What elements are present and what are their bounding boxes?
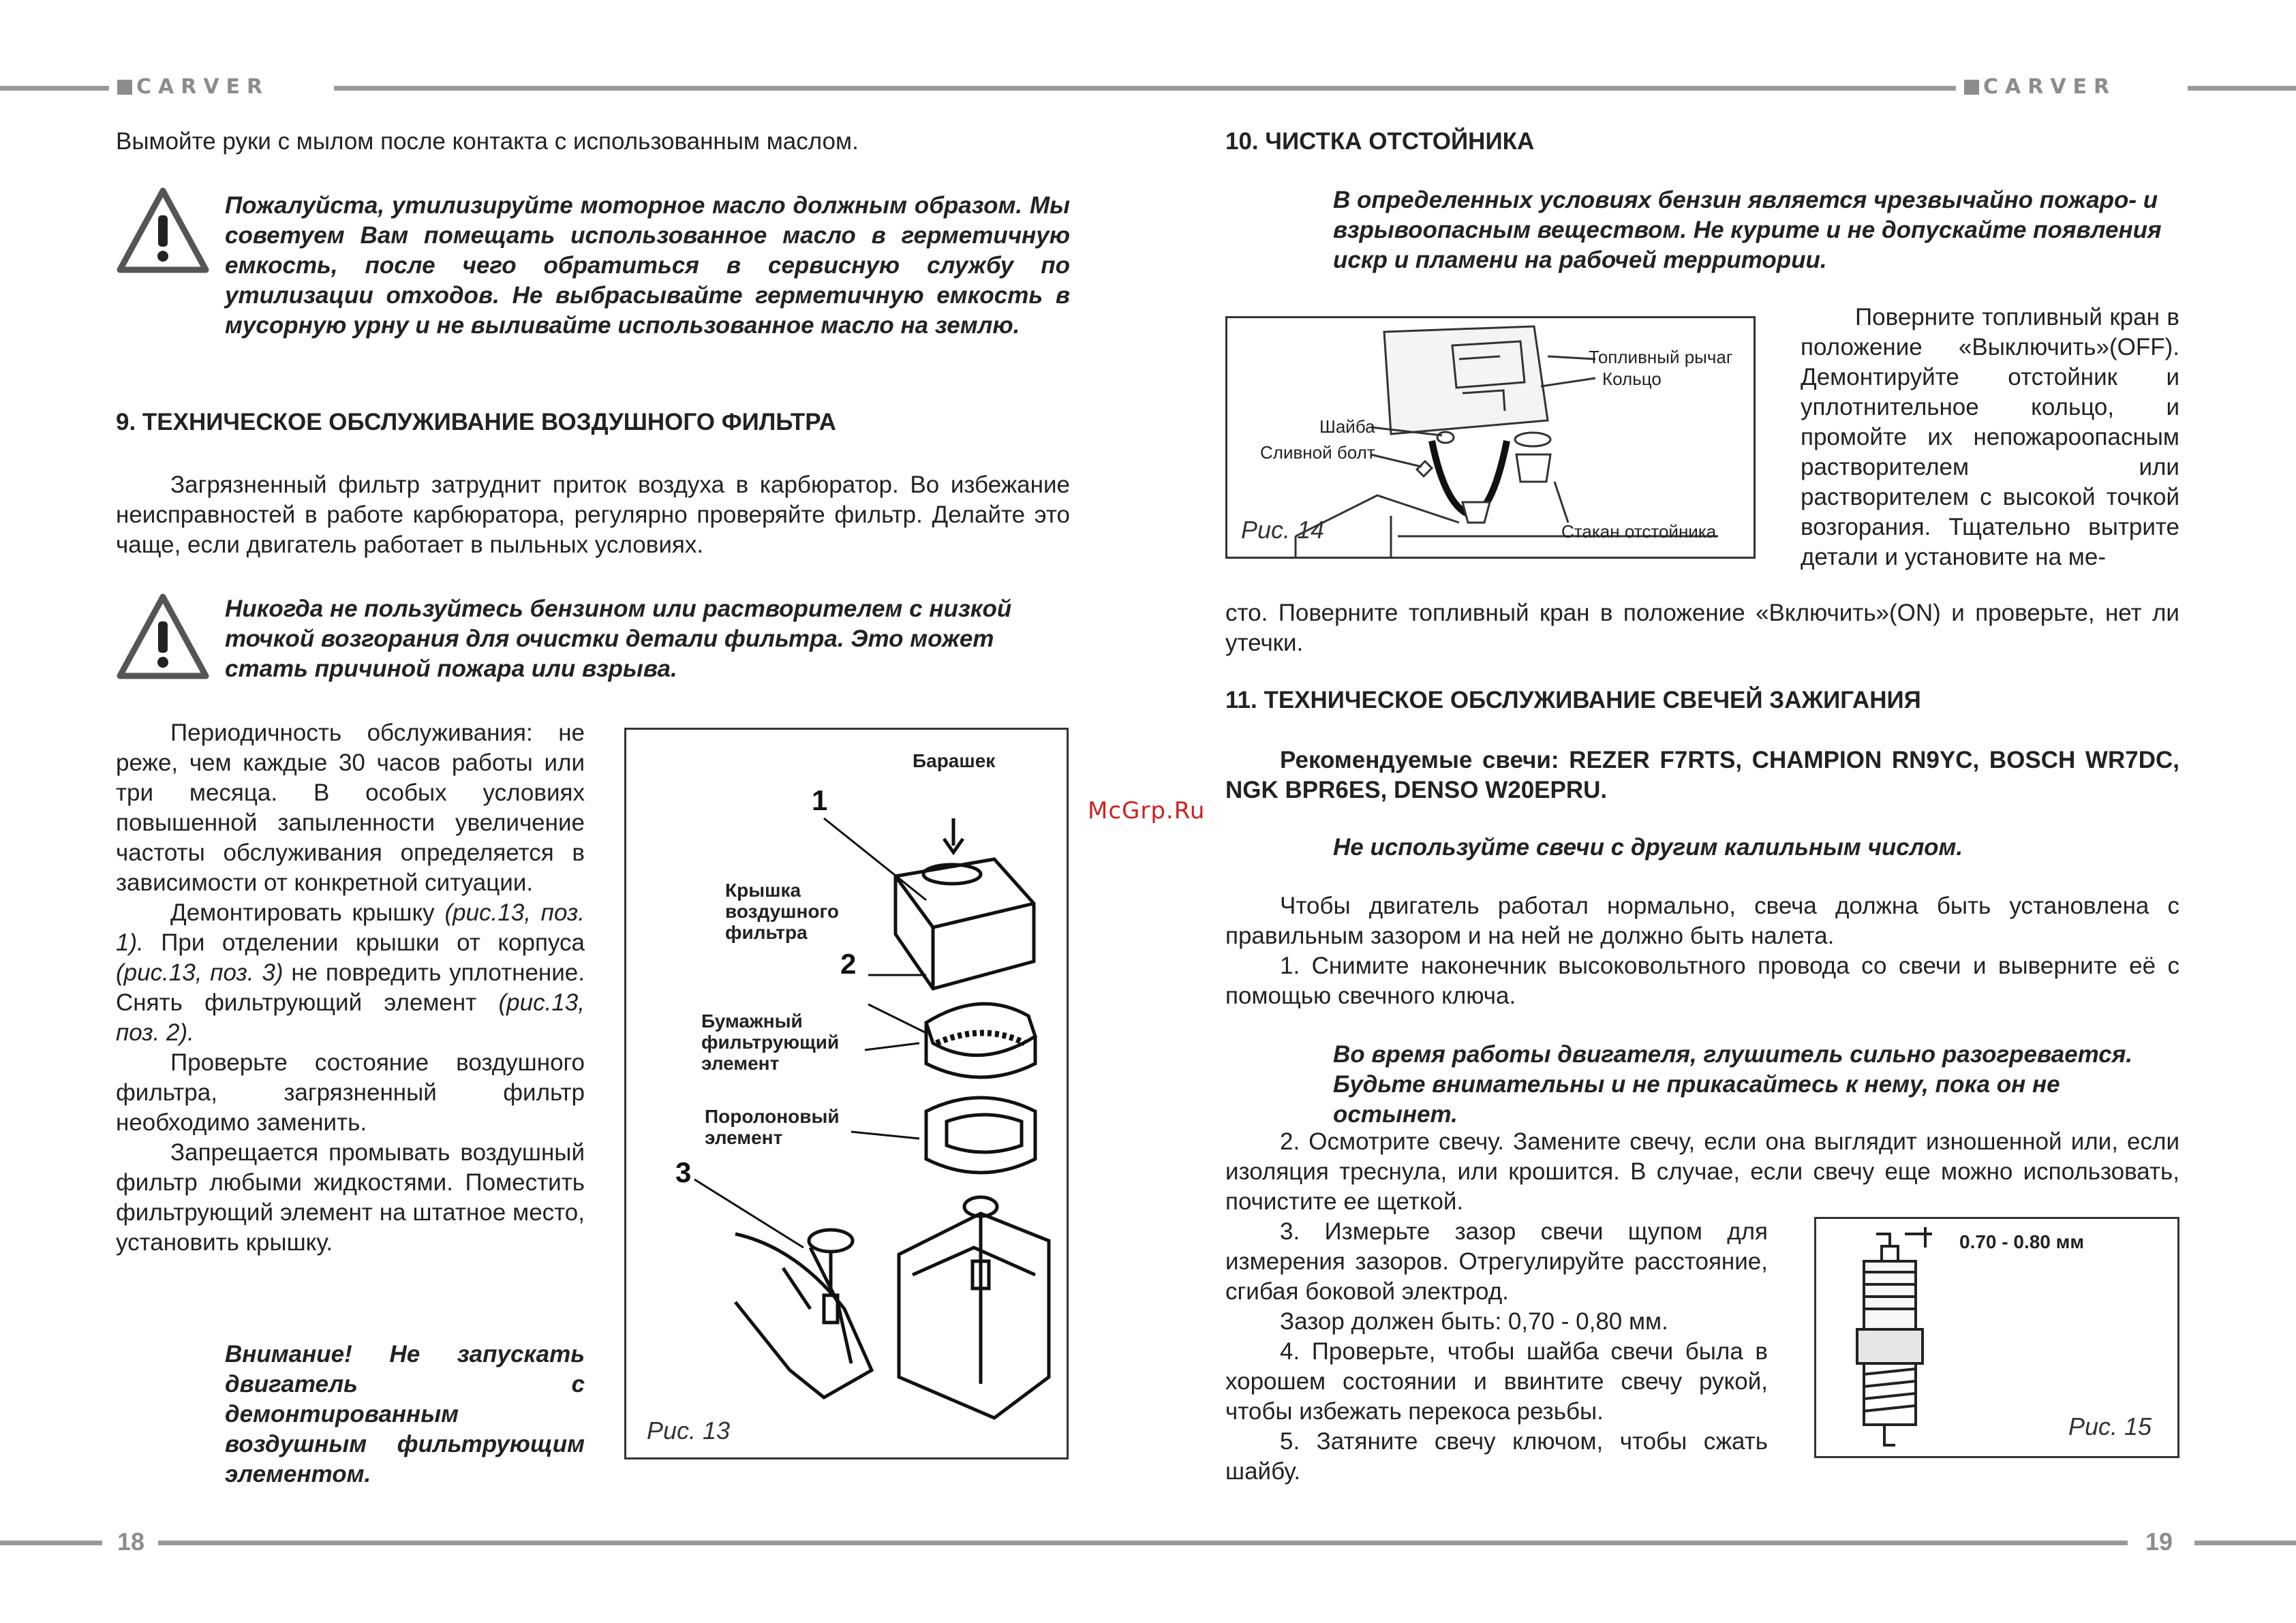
header-rule-center	[334, 86, 1956, 91]
fig-ref-1: (рис.13, поз. 1).	[116, 899, 585, 956]
watermark: McGrp.Ru	[1088, 797, 1206, 824]
footer-rule-center	[158, 1541, 2128, 1545]
muffler-warning-line1: Во время работы двигателя, глушитель сильно разогревается.	[1333, 1041, 2133, 1068]
sediment-side-paragraph: Поверните топливный кран в положение «Выключить»(OFF). Демонтируйте отстойник и уплотнительное кольцо, и промойте их непожароопасным растворителем или растворителем с высокой точкой возгорания. Тщательно вытрите детали и установите на ме-	[1801, 304, 2179, 570]
section11	[1225, 685, 2179, 715]
muffler-warning	[1333, 1040, 2179, 1130]
step-2: 2. Осмотрите свечу. Замените свечу, если она выглядит изношенной или, если изоляция треснула, или крошится. В случае, если свечу еще можно использовать, почистите ее щеткой.	[1225, 1128, 2179, 1215]
air-filter-illustration	[626, 730, 1067, 1457]
left-intro	[116, 127, 1070, 157]
label-ring: Кольцо	[1602, 369, 1662, 389]
label-sediment-cup: Стакан отстойника	[1561, 521, 1717, 542]
logo-mark-icon	[1964, 80, 1979, 95]
brand-text-left: CARVER	[136, 75, 270, 99]
period-paragraph: Периодичность обслуживания: не реже, чем каждые 30 часов работы или три месяца. В особых условиях повышенной запыленности увеличение частоты обслуживания определяется в зависимости от конкретной ситуации.	[116, 720, 585, 896]
remove-text-a: Демонтировать крышку	[170, 899, 445, 926]
warning-fuel: В определенных условиях бензин является чрезвычайно пожаро- и взрывоопасным веществом. Не курите и не допускайте появления искр и пламени на рабочей территории.	[1333, 187, 2162, 273]
forbid-wash-paragraph: Запрещается промывать воздушный фильтр любыми жидкостями. Поместить фильтрующий элемент на штатное место, установить крышку.	[116, 1139, 585, 1256]
muffler-warning-line2: Будьте внимательны и не прикасайтесь к нему, пока он не остынет.	[1333, 1071, 2060, 1128]
step-4: 4. Проверьте, чтобы шайба свечи была в хорошем состоянии и ввинтите свечу рукой, чтобы избежать перекоса резьбы.	[1225, 1338, 1768, 1425]
label-paper-element: Бумажный фильтрующий элемент	[701, 1010, 840, 1074]
label-cover: Крышка воздушного фильтра	[725, 880, 839, 943]
header-rule-left	[0, 86, 109, 91]
remove-text-b: При отделении крышки от корпуса	[143, 929, 585, 956]
step-5: 5. Затяните свечу ключом, чтобы сжать шайбу.	[1225, 1428, 1768, 1485]
figure-13-caption: Рис. 13	[647, 1417, 731, 1444]
remove-cover-paragraph	[116, 898, 585, 1048]
gap-spec: Зазор должен быть: 0,70 - 0,80 мм.	[1280, 1308, 1668, 1335]
figure-14	[1225, 316, 1756, 559]
check-filter-paragraph: Проверьте состояние воздушного фильтра, загрязненный фильтр необходимо заменить.	[116, 1049, 585, 1136]
figure-15	[1814, 1217, 2179, 1458]
step-1: 1. Снимите наконечник высоковольтного провода со свечи и выверните её с помощью свечного ключа.	[1225, 953, 2179, 1009]
warning-oil-disposal: Пожалуйста, утилизируйте моторное масло должным образом. Мы советуем Вам помещать использованное масло в герметичную емкость, после чего обратиться в сервисную службу по утилизации отходов. Не выбрасывайте герметичную емкость в мусорную урну и не выливайте использованное масло на землю.	[225, 192, 1070, 339]
normal-operation-paragraph: Чтобы двигатель работал нормально, свеча должна быть установлена с правильным зазором и на ней не должно быть налета.	[1225, 893, 2179, 949]
brand-logo-left	[117, 74, 269, 101]
header-rule-right	[2188, 86, 2296, 91]
attention-note: Внимание! Не запускать двигатель с демонтированным воздушным фильтрующим элементом.	[225, 1341, 585, 1487]
gap-label: 0.70 - 0.80 мм	[1959, 1231, 2085, 1252]
section9	[116, 407, 1070, 437]
step-3: 3. Измерьте зазор свечи щупом для измерения зазоров. Отрегулируйте расстояние, сгибая боковой электрод.	[1225, 1218, 1768, 1305]
warning-solvent: Никогда не пользуйтесь бензином или растворителем с низкой точкой возгорания для очистки детали фильтра. Это может стать причиной пожара или взрыва.	[225, 596, 1012, 682]
warning-icon	[116, 185, 210, 275]
figure-14-caption: Рис. 14	[1241, 516, 1325, 544]
footer-rule-left	[0, 1541, 102, 1545]
fig-ref-3: (рис.13, поз. 2).	[116, 989, 585, 1046]
remove-text-c: не повредить уплотнение. Снять фильтрующий элемент	[116, 959, 585, 1016]
label-washer: Шайба	[1319, 416, 1375, 437]
callout-3: 3	[675, 1156, 692, 1188]
label-wingnut: Барашек	[913, 750, 996, 771]
label-fuel-lever: Топливный рычаг	[1589, 347, 1733, 367]
figure-15-caption: Рис. 15	[2068, 1412, 2152, 1440]
section9-title: 9. ТЕХНИЧЕСКОЕ ОБСЛУЖИВАНИЕ ВОЗДУШНОГО ФИЛЬТРА	[116, 409, 836, 435]
brand-logo-right	[1964, 74, 2116, 101]
left-maintenance-text	[116, 718, 585, 1258]
page-number-left: 18	[117, 1528, 145, 1556]
spark-plug-steps	[1225, 1217, 1768, 1487]
intro-text: Вымойте руки с мылом после контакта с использованным маслом.	[116, 128, 859, 155]
callout-1: 1	[812, 784, 828, 816]
page-number-right: 19	[2145, 1528, 2173, 1556]
label-foam-element: Поролоновый элемент	[705, 1106, 840, 1148]
spark-plug-text	[1225, 891, 2179, 1011]
section9-paragraph: Загрязненный фильтр затруднит приток воздуха в карбюратор. Во избежание неисправностей в работе карбюратора, регулярно проверяйте фильтр. Делайте это чаще, если двигатель работает в пыльных условиях.	[116, 472, 1070, 558]
logo-mark-icon	[117, 80, 132, 95]
callout-2: 2	[840, 948, 857, 980]
fig-ref-2: (рис.13, поз. 3)	[116, 959, 284, 986]
section11-title: 11. ТЕХНИЧЕСКОЕ ОБСЛУЖИВАНИЕ СВЕЧЕЙ ЗАЖИГАНИЯ	[1225, 687, 1921, 713]
label-drain-bolt: Сливной болт	[1260, 442, 1375, 463]
recommended-plugs: Рекомендуемые свечи: REZER F7RTS, CHAMPION RN9YC, BOSCH WR7DC, NGK BPR6ES, DENSO W20EPRU.	[1225, 747, 2179, 803]
sediment-continued-paragraph: сто. Поверните топливный кран в положение «Включить»(ON) и проверьте, нет ли утечки.	[1225, 600, 2179, 656]
brand-text-right: CARVER	[1983, 75, 2117, 99]
warning-icon	[116, 591, 210, 681]
footer-rule-right	[2194, 1541, 2296, 1545]
section10	[1225, 127, 2179, 157]
heat-range-warning: Не используйте свечи с другим калильным числом.	[1333, 834, 1963, 861]
figure-13	[624, 728, 1069, 1459]
section10-title: 10. ЧИСТКА ОТСТОЙНИКА	[1225, 128, 1535, 155]
